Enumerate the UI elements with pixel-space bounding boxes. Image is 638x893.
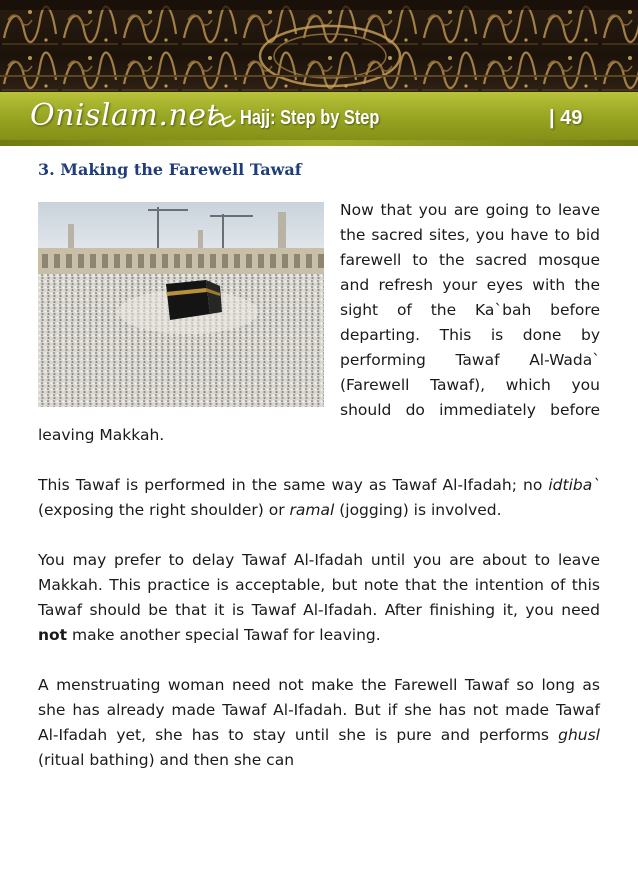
paragraph-4-text-c: (ritual bathing) and then she can (38, 751, 295, 769)
paragraph-1 (38, 198, 600, 448)
paragraph-2-text-e: (jogging) is involved. (334, 501, 502, 519)
calligraphy-pattern-icon (0, 0, 638, 92)
header-stripe (0, 140, 638, 146)
section-heading: 3. Making the Farewell Tawaf (38, 160, 302, 179)
paragraph-3-text-c: make another special Tawaf for leaving. (67, 626, 381, 644)
paragraph-3-text-a: You may prefer to delay Tawaf Al-Ifadah until you are about to leave Makkah. This practice is acceptable, but note that the intention of this Tawaf should be that it is Tawaf Al-Ifadah. After finishing it, you need (38, 551, 600, 619)
page-number: | 49 (549, 107, 583, 129)
paragraph-2-text-a: This Tawaf is performed in the same way as Tawaf Al-Ifadah; no (38, 476, 549, 494)
ornament-separator-icon (209, 110, 237, 130)
kaaba-crowd-photo-icon (38, 202, 324, 407)
paragraph-2 (38, 473, 600, 523)
ramal-term: ramal (289, 501, 335, 519)
onislam-logo: Onislam.net (30, 98, 220, 133)
paragraph-2-text-c: (exposing the right shoulder) or (38, 501, 290, 519)
section-title: Hajj: Step by Step (240, 107, 380, 129)
paragraph-1-text: Now that you are going to leave the sacred sites, you have to bid farewell to the sacred mosque and refresh your eyes with the sight of the Ka`bah before departing. This is done by performing Tawaf Al-Wada` (Farewell Tawaf), which you should do immediately before leaving Makkah. (38, 201, 600, 444)
paragraph-3 (38, 548, 600, 648)
paragraph-4 (38, 673, 600, 773)
ghusl-term: ghusl (558, 726, 600, 744)
calligraphy-banner (0, 0, 638, 92)
not-emphasis: not (38, 626, 68, 644)
kaaba-photo (38, 202, 324, 407)
paragraph-4-text-a: A menstruating woman need not make the Farewell Tawaf so long as she has already made Tawaf Al-Ifadah. But if she has not made Tawaf Al-Ifadah yet, she has to stay until she is pure and performs (38, 676, 600, 744)
article-body (38, 198, 600, 798)
idtiba-term: idtiba` (548, 476, 600, 494)
page-header-bar (0, 92, 638, 146)
